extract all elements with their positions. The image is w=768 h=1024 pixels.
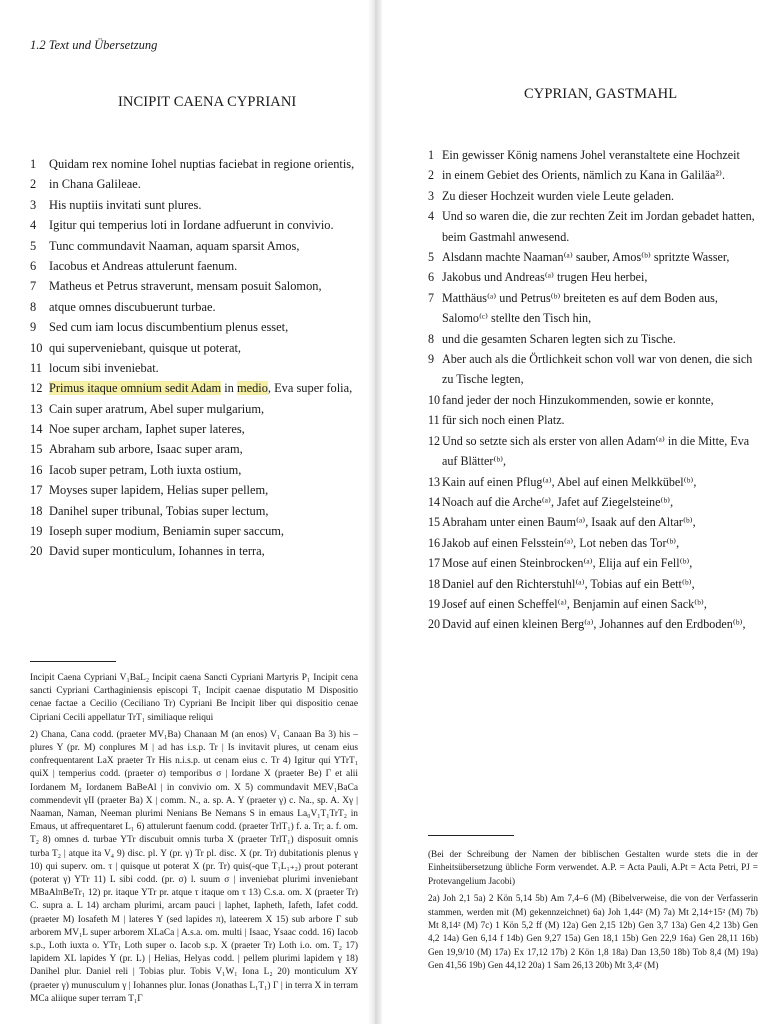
verse-number: 5 <box>30 238 37 253</box>
verse-number: 5 <box>428 250 435 265</box>
verse-number: 11 <box>428 413 440 428</box>
verse-number: 16 <box>30 462 43 477</box>
verse-line <box>428 594 764 614</box>
verse-number: 8 <box>428 331 435 346</box>
verse-text <box>46 378 352 398</box>
verse-text: Abraham unter einen Baum⁽ᵃ⁾, Isaak auf den Altar⁽ᵇ⁾, <box>442 515 696 530</box>
verse-line <box>30 439 360 459</box>
verse-line <box>428 329 764 349</box>
verse-line <box>30 399 360 419</box>
verse-line <box>30 154 360 174</box>
footnote-rule <box>428 835 514 836</box>
verse-text: für sich noch einen Platz. <box>442 413 565 428</box>
verse-number: 19 <box>30 524 43 539</box>
verse-text: Igitur qui temperius loti in Iordane adfuerunt in convivio. <box>49 218 334 233</box>
verse-text: Iacobus et Andreas attulerunt faenum. <box>49 258 238 273</box>
verse-number: 17 <box>428 556 441 571</box>
verse-line <box>30 215 360 235</box>
verse-text: atque omnes discubuerunt turbae. <box>49 299 216 314</box>
verse-line <box>428 431 764 472</box>
verse-line <box>30 256 360 276</box>
verse-text: Ioseph super modium, Beniamin super saccum, <box>49 524 285 539</box>
verse-line <box>428 553 764 573</box>
verse-line <box>30 460 360 480</box>
verse-text: fand jeder der noch Hinzukommenden, sowie er konnte, <box>442 392 714 407</box>
verse-number: 15 <box>30 442 43 457</box>
verse-text: Noe super archam, Iaphet super lateres, <box>49 422 245 437</box>
german-verse-list <box>428 145 764 635</box>
verse-line <box>428 145 764 165</box>
verse-line <box>428 492 764 512</box>
verse-line <box>30 419 360 439</box>
verse-text: Und so waren die, die zur rechten Zeit im Jordan gebadet hatten, beim Gastmahl anwesend. <box>442 209 755 244</box>
verse-text: Daniel auf den Richterstuhl⁽ᵃ⁾, Tobias auf ein Bett⁽ᵇ⁾, <box>442 576 695 591</box>
verse-number: 3 <box>30 197 37 212</box>
verse-text: qui superveniebant, quisque ut poterat, <box>49 340 242 355</box>
verse-number: 1 <box>30 157 37 171</box>
verse-line <box>30 541 360 561</box>
verse-number: 3 <box>428 188 435 203</box>
verse-text: in einem Gebiet des Orients, nämlich zu Kana in Galiläa²⁾. <box>442 168 725 183</box>
verse-text: in Chana Galileae. <box>49 177 141 192</box>
verse-line <box>30 378 360 398</box>
verse-text: Iacob super petram, Loth iuxta ostium, <box>49 462 242 477</box>
verse-line <box>30 358 360 378</box>
verse-text: Cain super aratrum, Abel super mulgarium, <box>49 401 265 416</box>
verse-text-part: in <box>221 381 237 396</box>
verse-number: 15 <box>428 515 441 530</box>
verse-number: 8 <box>30 299 37 314</box>
verse-line <box>428 206 764 247</box>
verse-text: Tunc commundavit Naaman, aquam sparsit Amos, <box>49 238 300 253</box>
verse-text: locum sibi inveniebat. <box>49 360 159 375</box>
verse-text: Matheus et Petrus straverunt, mensam posuit Salomon, <box>49 279 322 294</box>
verse-line <box>428 472 764 492</box>
verse-number: 2 <box>428 168 435 183</box>
verse-line <box>30 501 360 521</box>
verse-number: 20 <box>428 617 441 632</box>
verse-text: Zu dieser Hochzeit wurden viele Leute geladen. <box>442 188 675 203</box>
apparatus-paragraph: Incipit Caena Cypriani V₁BaL₂ Incipit caena Sancti Cypriani Martyris P₁ Incipit cena sancti Cypriani Carthaginiensis episcopi T₁ Incipit caenae disputatio M Dispositio cenae factae a Cecilio (Ceciliano Tr) Cypriani Be Incipit liber qui dispositio cenae Cipriani Cecili appellatur TrT₁ similiaque reliqui <box>30 673 358 723</box>
verse-text-part: , Eva super folia, <box>267 381 353 396</box>
verse-text: David auf einen kleinen Berg⁽ᵃ⁾, Johannes auf den Erdboden⁽ᵇ⁾, <box>442 617 746 632</box>
verse-number: 9 <box>30 320 37 335</box>
verse-line <box>30 174 360 194</box>
german-title: CYPRIAN, GASTMAHL <box>524 86 678 102</box>
reference-notes <box>428 848 758 977</box>
book-gutter <box>368 0 382 1024</box>
verse-line <box>428 349 764 390</box>
verse-line <box>428 186 764 206</box>
verse-text: Ein gewisser König namens Johel veranstaltete eine Hochzeit <box>442 148 740 162</box>
verse-line <box>30 236 360 256</box>
verse-number: 18 <box>30 503 43 518</box>
latin-verse-list <box>30 154 360 562</box>
verse-line <box>428 410 764 430</box>
verse-number: 16 <box>428 535 441 550</box>
verse-number: 11 <box>30 360 42 375</box>
verse-text: Alsdann machte Naaman⁽ᵃ⁾ sauber, Amos⁽ᵇ⁾ spritzte Wasser, <box>442 250 730 265</box>
verse-text: Josef auf einen Scheffel⁽ᵃ⁾, Benjamin auf einen Sack⁽ᵇ⁾, <box>442 596 707 611</box>
verse-number: 4 <box>428 209 435 224</box>
verse-line <box>428 574 764 594</box>
notes-paragraph: (Bei der Schreibung der Namen der biblischen Gestalten wurde stets die in der Einheitsübersetzung übliche Form verwendet. A.P. = Acta Pauli, A.Pt = Acta Petri, PJ = Protevangelium Jacobi) <box>428 849 758 886</box>
verse-number: 10 <box>30 340 43 355</box>
verse-number: 14 <box>428 494 441 509</box>
verse-number: 9 <box>428 352 435 367</box>
verse-number: 1 <box>428 148 435 162</box>
verse-number: 13 <box>428 474 441 489</box>
verse-line <box>30 480 360 500</box>
verse-text: Mose auf einen Steinbrocken⁽ᵃ⁾, Elija auf ein Fell⁽ᵇ⁾, <box>442 556 693 571</box>
verse-text: und die gesamten Scharen legten sich zu Tische. <box>442 331 676 346</box>
verse-line <box>428 533 764 553</box>
notes-paragraph: 2a) Joh 2,1 5a) 2 Kön 5,14 5b) Am 7,4–6 (M) (Bibelverweise, die von der Verfasserin stammen, werden mit (M) gekennzeichnet) 6a) Joh 1,44² (M) 7a) Mt 2,14+15² (M) 7b) Mt 8,14² (M) 7c) 1 Kön 5,2 ff (M) 12a) Gen 2,15 12b) Gen 3,7 13a) Gen 4,2 13b) Gen 4,2 14a) Gen 6,14 f 14b) Gen 9,27 15a) Gen 18,1 15b) Gen 22,9 16a) Gen 28,11 16b) Gen 19,9/10 (M) 17a) Ex 17,12 17b) 2 Kön 1,8 18a) Dan 13,50 18b) Tob 8,4 (M) 19a) Gen 41,56 19b) Gen 44,12 20a) 1 Sam 26,13 20b) Mt 3,4² (M) <box>428 893 758 971</box>
verse-text: Jakob auf einen Felsstein⁽ᵃ⁾, Lot neben das Tor⁽ᵇ⁾, <box>442 535 680 550</box>
verse-line <box>30 521 360 541</box>
verse-text: Danihel super tribunal, Tobias super lectum, <box>49 503 269 518</box>
highlighted-text: medio <box>236 381 268 396</box>
verse-text: Moyses super lapidem, Helias super pellem, <box>49 483 269 498</box>
verse-line <box>428 165 764 185</box>
verse-text: Abraham sub arbore, Isaac super aram, <box>49 442 243 457</box>
verse-number: 14 <box>30 422 43 437</box>
verse-text: Matthäus⁽ᵃ⁾ und Petrus⁽ᵇ⁾ breiteten es auf dem Boden aus, Salomo⁽ᶜ⁾ stellte den Tisch hin, <box>442 290 718 326</box>
verse-line <box>428 247 764 267</box>
highlighted-text: Primus itaque omnium sedit Adam <box>49 381 222 396</box>
verse-number: 2 <box>30 177 37 192</box>
verse-line <box>428 390 764 410</box>
verse-line <box>428 288 764 329</box>
footnote-rule <box>30 661 116 662</box>
verse-number: 10 <box>428 392 441 407</box>
verse-number: 6 <box>428 270 435 285</box>
verse-text: Kain auf einen Pflug⁽ᵃ⁾, Abel auf einen Melkkübel⁽ᵇ⁾, <box>442 474 697 489</box>
verse-number: 6 <box>30 258 37 273</box>
verse-text: Noach auf die Arche⁽ᵃ⁾, Jafet auf Ziegelsteine⁽ᵇ⁾, <box>442 494 674 509</box>
critical-apparatus <box>30 672 358 1010</box>
apparatus-paragraph: 2) Chana, Cana codd. (praeter MV₁Ba) Chanaan M (an enos) V₁ Canaan Ba 3) his – plures Y (pr. M) conplures M | ad has i.s.p. Tr | Is invitavit plures, ut cenam eius confrequentarent LaX praeter Tr His n.i.s.p. ut cenam eius c. Tr 4) Igitur qui YTrT₁ quiX | temperius codd. (praeter σ) temporibus σ | Iordane X (praeter Be) Γ et alii Iordanem M₂ Iordanem BaBeAl | in convivio om. X 5) commundavit MEV₁BaCa commendevit γII (praeter Ba) X | comm. N., a. sp. A. Y (praeter γ) c. Na., sp. A. Xγ | Naaman, Naman, Neeman plurimi Nenians Be Nemans S in emaus La₀V₁T₁TrT₂ in Emaus, ut affrequentaret L₁ 6) attulerunt faenum codd. (praeter TrlT₁) f. a. Tr; a. f. om. T₂ 8) omnes d. turbae YTr discubuit omnis turba X (praeter TrlT₁) disposuit omnis turba T₂ | atque ita V₄ 9) disc. pl. Y (pr. γ) Tr pl. disc. X (pr. Tr) dubitationis plenus γ 10) qui superv. om. τ | quisque ut poterat X (pr. Tr) quis(-que T₁L₁₊₂) prout poterant (poterat γ) YTr 11) L sibi codd. (pr. σ) l. suum σ | inveniebat plurimi inveniebant MBaAlπBeTr₁ 12) pr. itaque YTr pr. atque τ itaque om τ 13) C.s.a. om. X (praeter Tr) C. supra a. L 14) archam plurimi, arcam pauci | laphet, Iapheth, Iafeth, Iafet codd. (praeter M) Iosafeth M | lateres Y (sed lapides π), lateerem X 15) sub arbore Γ sub arborem MV₁L super arborem XLaCa | A.s.a. om. multi | Isaac, Ysaac codd. 16) Iacob s.p., Loth iuxta o. YTr₁ Loth super o. Iacob s.p. X (praeter Tr) Loth i.o. om. T₂ 17) lapidem XL lapides Y (pr. L) | Helias, Helyas codd. | pellem plurimi lapidem γ 18) Danihel plur. Daniel reli | Tobias plur. Tobis V₁W₁ Iona L₂ 20) monticulum XY (praeter γ) munusculum γ | Iohannes plur. Ionas (Jonathas L₁T₁) Γ | in terra X in terram MCa aliique super terram T₁Γ <box>30 729 358 1004</box>
verse-line <box>30 195 360 215</box>
verse-line <box>30 317 360 337</box>
latin-title: INCIPIT CAENA CYPRIANI <box>118 94 297 110</box>
verse-text: His nuptiis invitati sunt plures. <box>49 197 202 212</box>
verse-line <box>30 297 360 317</box>
verse-line <box>428 512 764 532</box>
verse-line <box>428 267 764 287</box>
verse-text: Und so setzte sich als erster von allen Adam⁽ᵃ⁾ in die Mitte, Eva auf Blätter⁽ᵇ⁾, <box>442 433 750 469</box>
verse-number: 4 <box>30 218 37 233</box>
verse-number: 7 <box>428 290 435 305</box>
verse-text: Aber auch als die Örtlichkeit schon voll war von denen, die sich zu Tische legten, <box>442 352 753 387</box>
verse-number: 17 <box>30 483 43 498</box>
verse-text: Quidam rex nomine Iohel nuptias faciebat in regione orientis, <box>49 157 355 171</box>
verse-line <box>30 338 360 358</box>
running-head: 1.2 Text und Übersetzung <box>30 38 158 52</box>
verse-number: 18 <box>428 576 441 591</box>
verse-number: 12 <box>30 381 43 396</box>
verse-text: David super monticulum, Iohannes in terra, <box>49 544 265 559</box>
verse-number: 20 <box>30 544 43 559</box>
verse-number: 7 <box>30 279 37 294</box>
verse-number: 12 <box>428 433 441 448</box>
verse-number: 19 <box>428 596 441 611</box>
verse-text: Jakobus und Andreas⁽ᵃ⁾ trugen Heu herbei, <box>442 270 648 285</box>
verse-text: Sed cum iam locus discumbentium plenus esset, <box>49 320 289 335</box>
verse-number: 13 <box>30 401 43 416</box>
verse-line <box>428 614 764 634</box>
verse-line <box>30 276 360 296</box>
